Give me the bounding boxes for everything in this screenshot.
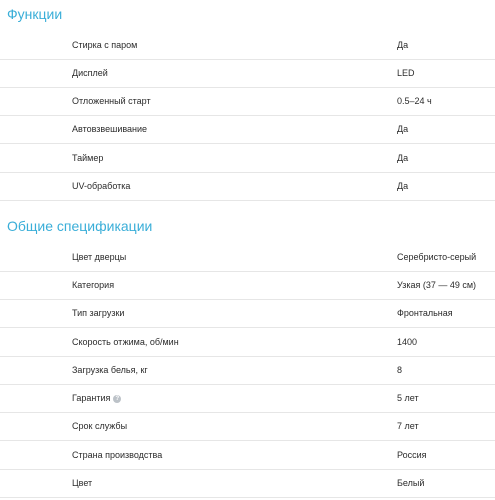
spec-row xyxy=(0,470,495,498)
spec-row xyxy=(0,300,495,328)
spec-row xyxy=(0,116,495,144)
spec-value: Да xyxy=(397,153,409,163)
spec-label: Категория xyxy=(72,280,115,290)
spec-label: Цвет дверцы xyxy=(72,252,127,262)
spec-row xyxy=(0,272,495,300)
spec-label: Цвет xyxy=(72,478,93,488)
spec-value: 5 лет xyxy=(397,393,419,403)
spec-row xyxy=(0,244,495,272)
spec-label: Таймер xyxy=(72,153,104,163)
spec-row xyxy=(0,385,495,413)
spec-value: Да xyxy=(397,181,409,191)
spec-value: 0.5–24 ч xyxy=(397,96,432,106)
spec-row xyxy=(0,329,495,357)
spec-value: Да xyxy=(397,40,409,50)
spec-row xyxy=(0,145,495,173)
spec-label: Стирка с паром xyxy=(72,40,138,50)
spec-value: Россия xyxy=(397,450,427,460)
spec-value: 1400 xyxy=(397,337,418,347)
spec-label: Дисплей xyxy=(72,68,108,78)
spec-value: LED xyxy=(397,68,415,78)
spec-label: Скорость отжима, об/мин xyxy=(72,337,179,347)
spec-value: Серебристо-серый xyxy=(397,252,477,262)
spec-value: Фронтальная xyxy=(397,308,453,318)
spec-label: Страна производства xyxy=(72,450,163,460)
info-icon[interactable]: ? xyxy=(113,395,121,403)
spec-row xyxy=(0,413,495,441)
spec-label: Автовзвешивание xyxy=(72,124,148,134)
spec-row xyxy=(0,442,495,470)
spec-label xyxy=(72,393,121,403)
spec-row xyxy=(0,60,495,88)
section-title-functions: Функции xyxy=(7,6,63,22)
spec-label: Отложенный старт xyxy=(72,96,151,106)
spec-value: Да xyxy=(397,124,409,134)
spec-label: Срок службы xyxy=(72,421,128,431)
spec-row xyxy=(0,357,495,385)
spec-value: 7 лет xyxy=(397,421,419,431)
spec-row xyxy=(0,173,495,201)
spec-label: UV-обработка xyxy=(72,181,131,191)
spec-label: Загрузка белья, кг xyxy=(72,365,148,375)
spec-value: Белый xyxy=(397,478,425,488)
spec-value: Узкая (37 — 49 см) xyxy=(397,280,477,290)
section-title-general-specs: Общие спецификации xyxy=(7,218,153,234)
spec-label: Тип загрузки xyxy=(72,308,125,318)
spec-label-text: Гарантия xyxy=(72,393,111,403)
spec-row xyxy=(0,88,495,116)
spec-value: 8 xyxy=(397,365,403,375)
spec-row xyxy=(0,32,495,60)
